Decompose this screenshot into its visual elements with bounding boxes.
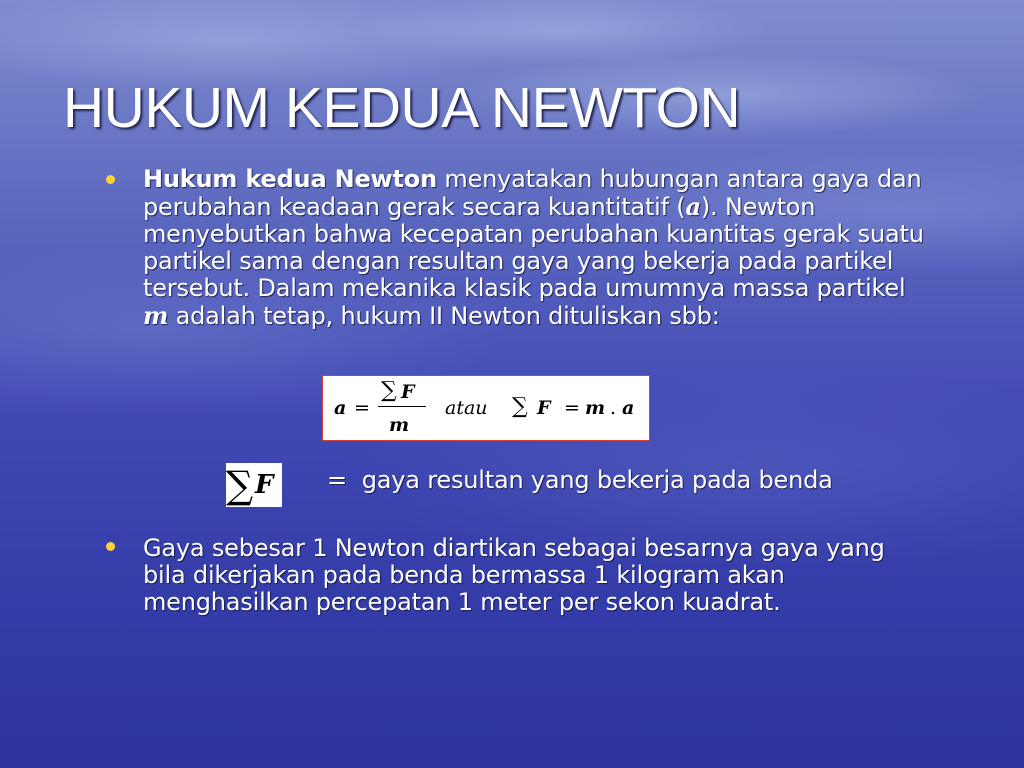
bullet-1-text-c: adalah tetap, hukum II Newton dituliskan sbb: (168, 302, 720, 330)
bullet-1-bold-lead: Hukum kedua Newton (143, 165, 437, 193)
eq-lhs-a: a (334, 397, 347, 419)
bullet-1-text-b: ). Newton menyebutkan bahwa kecepatan perubahan kuantitas gerak suatu partikel sama dengan resultan gaya yang bekerja pada partikel tersebut. Dalam mekanika klasik pada umumnya massa partikel (143, 193, 924, 302)
fraction-bar (378, 406, 426, 407)
sigma-F-symbol: F (255, 470, 274, 500)
bullet-dot-icon (106, 542, 115, 551)
slide-title: HUKUM KEDUA NEWTON (63, 76, 741, 140)
variable-m: m (143, 301, 169, 330)
eq-numerator-F: F (401, 381, 415, 403)
definition-text: = gaya resultan yang bekerja pada benda (327, 466, 833, 494)
eq-a-2: a (622, 397, 635, 419)
eq-dot: . (610, 397, 617, 419)
variable-a: a (685, 192, 701, 221)
bullet-1-paragraph (143, 166, 933, 330)
eq-equals-2: = (564, 397, 580, 419)
eq-sigma-1: ∑ (381, 378, 397, 403)
sigma-symbol: ∑ (226, 463, 254, 507)
bullet-1-text-a: menyatakan hubungan antara gaya dan perubahan keadaan gerak secara kuantitatif ( (143, 165, 922, 221)
bullet-2-paragraph: Gaya sebesar 1 Newton diartikan sebagai besarnya gaya yang bila dikerjakan pada benda bermassa 1 kilogram akan menghasilkan percepatan 1 meter per sekon kuadrat. (143, 534, 885, 616)
eq-F-2: F (537, 397, 551, 419)
eq-connector-atau: atau (445, 397, 488, 419)
eq-sigma-2: ∑ (512, 394, 528, 419)
eq-denominator-m: m (389, 414, 410, 436)
eq-m-2: m (585, 397, 606, 419)
eq-equals-1: = (354, 397, 370, 419)
bullet-dot-icon (106, 175, 115, 184)
